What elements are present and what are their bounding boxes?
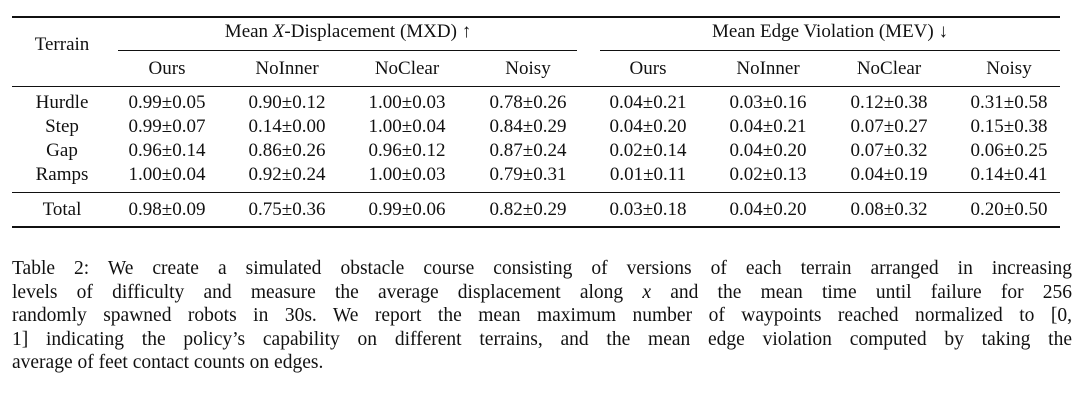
mev-col-noisy: Noisy [986, 58, 1032, 79]
mxd-value-cell: 0.84±0.29 [489, 116, 567, 137]
mev-value-cell: 0.31±0.58 [970, 92, 1048, 113]
mxd-value-cell: 1.00±0.03 [368, 164, 446, 185]
mev-value-cell: 0.14±0.41 [970, 164, 1048, 185]
mxd-value-cell: 0.92±0.24 [248, 164, 326, 185]
mev-value-cell: 0.06±0.25 [970, 140, 1048, 161]
mxd-col-noinner: NoInner [255, 58, 319, 79]
mev-col-noinner: NoInner [736, 58, 800, 79]
mev-value-cell: 0.02±0.14 [609, 140, 687, 161]
header-bottom-rule [12, 86, 1060, 87]
terrain-column-header: Terrain [34, 34, 90, 55]
mxd-value-cell: 0.14±0.00 [248, 116, 326, 137]
mxd-group-rule [118, 50, 577, 51]
mxd-value-cell: 0.90±0.12 [248, 92, 326, 113]
mxd-col-noclear: NoClear [374, 58, 440, 79]
mxd-value-cell: 0.98±0.09 [128, 199, 206, 220]
mev-value-cell: 0.01±0.11 [609, 164, 687, 185]
caption-line: average of feet contact counts on edges. [12, 352, 324, 373]
mev-value-cell: 0.07±0.32 [850, 140, 928, 161]
mev-col-noclear: NoClear [856, 58, 922, 79]
mev-value-cell: 0.04±0.19 [850, 164, 928, 185]
mxd-value-cell: 0.96±0.14 [128, 140, 206, 161]
mev-group-rule [600, 50, 1060, 51]
mev-value-cell: 0.04±0.21 [609, 92, 687, 113]
caption-line: 1] indicating the policy’s capability on different terrains, and the mean edge violation computed by taking the [12, 328, 1072, 350]
mev-value-cell: 0.08±0.32 [850, 199, 928, 220]
mev-value-cell: 0.03±0.16 [729, 92, 807, 113]
mxd-col-ours: Ours [148, 58, 186, 79]
mev-value-cell: 0.02±0.13 [729, 164, 807, 185]
table-caption [12, 257, 1072, 375]
mxd-value-cell: 0.87±0.24 [489, 140, 567, 161]
mev-col-ours: Ours [629, 58, 667, 79]
mxd-value-cell: 1.00±0.04 [128, 164, 206, 185]
terrain-row-label: Step [45, 116, 79, 137]
mxd-value-cell: 0.82±0.29 [489, 199, 567, 220]
mxd-value-cell: 0.75±0.36 [248, 199, 326, 220]
caption-label: Table 2: [12, 258, 90, 279]
table-top-rule [12, 16, 1060, 18]
mxd-value-cell: 0.96±0.12 [368, 140, 446, 161]
terrain-row-label: Gap [46, 140, 78, 161]
caption-line: levels of difficulty and measure the average displacement along x and the mean time until failure for 256 [12, 281, 1072, 303]
mxd-value-cell: 1.00±0.03 [368, 92, 446, 113]
mev-value-cell: 0.20±0.50 [970, 199, 1048, 220]
mev-value-cell: 0.04±0.20 [609, 116, 687, 137]
mev-value-cell: 0.03±0.18 [609, 199, 687, 220]
mxd-value-cell: 0.99±0.05 [128, 92, 206, 113]
mxd-group-header-suffix: -Displacement (MXD) ↑ [284, 21, 472, 42]
mev-group-header [712, 21, 948, 43]
mxd-value-cell: 0.86±0.26 [248, 140, 326, 161]
mev-value-cell: 0.07±0.27 [850, 116, 928, 137]
mxd-group-header-prefix: Mean [224, 21, 273, 42]
caption-line: randomly spawned robots in 30s. We report the mean maximum number of waypoints reached normalized to [0, [12, 305, 1072, 326]
mxd-group-header [225, 21, 471, 43]
caption-line-text: We create a simulated obstacle course consisting of versions of each terrain arranged in increasing [107, 258, 1072, 279]
mxd-value-cell: 0.99±0.07 [128, 116, 206, 137]
caption-line [12, 257, 1072, 281]
terrain-row-label: Hurdle [35, 92, 89, 113]
total-separator-rule [12, 192, 1060, 193]
mxd-group-header-italic: X [272, 21, 285, 42]
mxd-col-noisy: Noisy [505, 58, 551, 79]
mxd-value-cell: 0.79±0.31 [489, 164, 567, 185]
table-bottom-rule [12, 226, 1060, 228]
mxd-value-cell: 0.99±0.06 [368, 199, 446, 220]
mev-value-cell: 0.04±0.20 [729, 199, 807, 220]
mxd-value-cell: 1.00±0.04 [368, 116, 446, 137]
mev-value-cell: 0.12±0.38 [850, 92, 928, 113]
total-row-label: Total [42, 199, 82, 220]
mev-value-cell: 0.15±0.38 [970, 116, 1048, 137]
caption-italic-var: x [642, 281, 652, 303]
mev-group-header-label: Mean Edge Violation (MEV) ↓ [712, 21, 948, 42]
mev-value-cell: 0.04±0.21 [729, 116, 807, 137]
terrain-row-label: Ramps [35, 164, 89, 185]
mev-value-cell: 0.04±0.20 [729, 140, 807, 161]
mxd-value-cell: 0.78±0.26 [489, 92, 567, 113]
